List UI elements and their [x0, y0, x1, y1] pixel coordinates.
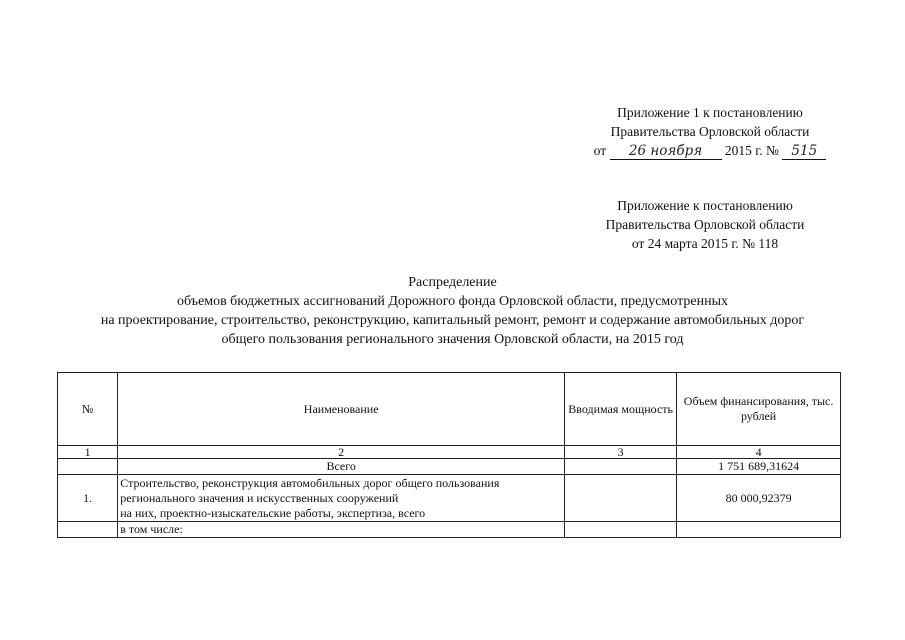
appendix-current-date-line	[560, 141, 860, 160]
header-amount: Объем финансирования, тыс. рублей	[677, 373, 841, 446]
row2-capacity	[565, 522, 677, 538]
appendix-current-line1: Приложение 1 к постановлению	[617, 105, 803, 120]
row1-capacity	[565, 475, 677, 522]
date-prefix: от	[593, 143, 607, 158]
heading-line4: общего пользования регионального значения Орловской области, на 2015 год	[221, 332, 684, 347]
appendix-current-line2: Правительства Орловской области	[610, 124, 810, 139]
year-text: 2015 г. №	[724, 143, 779, 158]
appendix-previous-line2: Правительства Орловской области	[605, 217, 805, 232]
row1-number: 1.	[58, 475, 118, 522]
total-label: Всего	[118, 459, 565, 475]
row2-amount	[677, 522, 841, 538]
row1-name-line2: регионального значения и искусственных сооружений	[120, 490, 399, 505]
heading-title: Распределение	[408, 275, 497, 290]
total-row	[58, 459, 841, 475]
row1-name-line3: на них, проектно-изыскательские работы, экспертиза, всего	[120, 505, 426, 520]
handwritten-date: 26 ноября	[610, 144, 722, 160]
table-row	[58, 475, 841, 522]
document-heading	[40, 273, 865, 349]
total-amount: 1 751 689,31624	[677, 459, 841, 475]
heading-line2: объемов бюджетных ассигнований Дорожного фонда Орловской области, предусмотренных	[176, 294, 729, 309]
row2-number	[58, 522, 118, 538]
appendix-previous	[555, 196, 855, 253]
column-number-4: 4	[677, 446, 841, 459]
appendix-previous-line3: от 24 марта 2015 г. № 118	[631, 236, 779, 251]
handwritten-number: 515	[782, 144, 826, 160]
heading-line3: на проектирование, строительство, реконструкцию, капитальный ремонт, ремонт и содержание автомобильных дорог	[100, 313, 805, 328]
header-capacity: Вводимая мощность	[565, 373, 677, 446]
column-number-2: 2	[118, 446, 565, 459]
column-number-1: 1	[58, 446, 118, 459]
table-header-row	[58, 373, 841, 446]
allocation-table	[57, 372, 841, 538]
column-number-row	[58, 446, 841, 459]
row1-name	[118, 475, 565, 522]
appendix-current	[560, 103, 860, 160]
total-capacity	[565, 459, 677, 475]
total-number	[58, 459, 118, 475]
table-row	[58, 522, 841, 538]
header-name: Наименование	[118, 373, 565, 446]
appendix-previous-line1: Приложение к постановлению	[617, 198, 793, 213]
column-number-3: 3	[565, 446, 677, 459]
row2-name: в том числе:	[118, 522, 565, 538]
row1-name-line1: Строительство, реконструкция автомобильных дорог общего пользования	[120, 475, 500, 490]
row1-amount: 80 000,92379	[677, 475, 841, 522]
header-number: №	[58, 373, 118, 446]
